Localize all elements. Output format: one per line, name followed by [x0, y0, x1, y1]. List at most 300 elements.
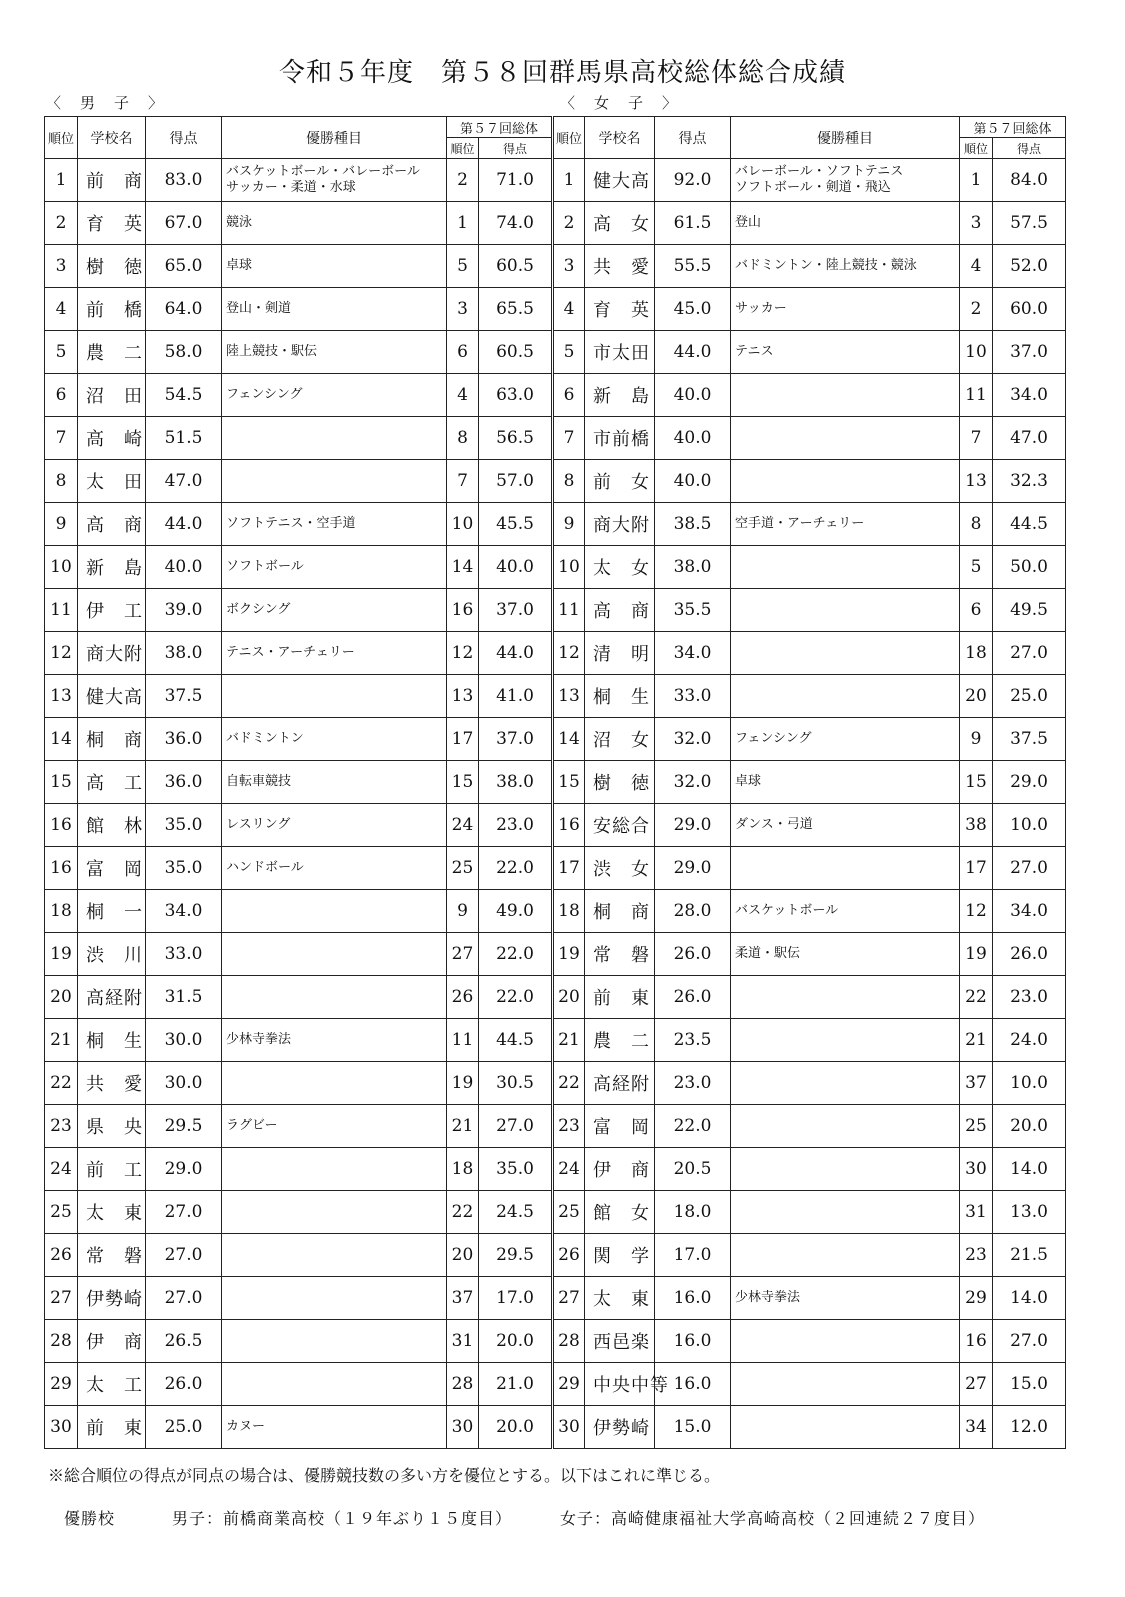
rank-cell: 18 [45, 890, 78, 933]
events-cell [731, 589, 960, 632]
events-cell: フェンシング [731, 718, 960, 761]
school-name-cell: 育 英 [585, 288, 655, 331]
rank-cell: 13 [45, 675, 78, 718]
prev-points-cell: 57.5 [993, 202, 1066, 245]
prev-rank-cell: 27 [960, 1363, 993, 1406]
page-title: 令和５年度 第５８回群馬県高校総体総合成績 [278, 58, 846, 88]
table-row [45, 331, 552, 374]
header-school: 学校名 [78, 117, 146, 159]
school-name-cell: 富 岡 [78, 847, 146, 890]
header-points: 得点 [146, 117, 222, 159]
rank-cell: 16 [45, 847, 78, 890]
rank-cell: 3 [45, 245, 78, 288]
rank-cell: 8 [553, 460, 585, 503]
table-row [553, 675, 1066, 718]
prev-points-cell: 15.0 [993, 1363, 1066, 1406]
rank-cell: 29 [45, 1363, 78, 1406]
school-name-cell: 高 商 [585, 589, 655, 632]
table-row [553, 1234, 1066, 1277]
points-cell: 40.0 [655, 374, 731, 417]
school-name-cell: 高 女 [585, 202, 655, 245]
prev-rank-cell: 27 [447, 933, 479, 976]
table-row [45, 1191, 552, 1234]
events-cell [222, 1234, 447, 1277]
prev-rank-cell: 12 [447, 632, 479, 675]
events-cell: バスケットボール・バレーボール サッカー・柔道・水球 [222, 159, 447, 202]
school-name-cell: 新 島 [78, 546, 146, 589]
table-row [553, 460, 1066, 503]
events-cell [731, 374, 960, 417]
prev-rank-cell: 5 [447, 245, 479, 288]
events-cell: ソフトボール [222, 546, 447, 589]
prev-points-cell: 26.0 [993, 933, 1066, 976]
events-cell: 少林寺拳法 [731, 1277, 960, 1320]
school-name-cell: 渋 女 [585, 847, 655, 890]
rank-cell: 15 [553, 761, 585, 804]
rank-cell: 28 [45, 1320, 78, 1363]
points-cell: 15.0 [655, 1406, 731, 1449]
rank-cell: 15 [45, 761, 78, 804]
prev-points-cell: 25.0 [993, 675, 1066, 718]
prev-rank-cell: 17 [960, 847, 993, 890]
table-row [45, 718, 552, 761]
school-name-cell: 沼 女 [585, 718, 655, 761]
points-cell: 34.0 [146, 890, 222, 933]
events-cell: 少林寺拳法 [222, 1019, 447, 1062]
rank-cell: 18 [553, 890, 585, 933]
prev-rank-cell: 29 [960, 1277, 993, 1320]
table-row [45, 245, 552, 288]
points-cell: 67.0 [146, 202, 222, 245]
prev-points-cell: 34.0 [993, 374, 1066, 417]
points-cell: 65.0 [146, 245, 222, 288]
prev-points-cell: 23.0 [479, 804, 552, 847]
prev-points-cell: 44.5 [993, 503, 1066, 546]
prev-rank-cell: 8 [447, 417, 479, 460]
table-row [553, 761, 1066, 804]
prev-points-cell: 52.0 [993, 245, 1066, 288]
prev-rank-cell: 6 [960, 589, 993, 632]
points-cell: 44.0 [146, 503, 222, 546]
table-row [553, 1277, 1066, 1320]
events-cell [222, 1320, 447, 1363]
prev-points-cell: 24.0 [993, 1019, 1066, 1062]
prev-points-cell: 60.0 [993, 288, 1066, 331]
prev-rank-cell: 21 [960, 1019, 993, 1062]
points-cell: 30.0 [146, 1062, 222, 1105]
events-cell: 陸上競技・駅伝 [222, 331, 447, 374]
table-row [553, 1148, 1066, 1191]
prev-points-cell: 10.0 [993, 1062, 1066, 1105]
prev-rank-cell: 11 [960, 374, 993, 417]
events-cell [222, 1277, 447, 1320]
prev-rank-cell: 19 [447, 1062, 479, 1105]
prev-rank-cell: 2 [447, 159, 479, 202]
school-name-cell: 桐 生 [78, 1019, 146, 1062]
prev-rank-cell: 20 [960, 675, 993, 718]
school-name-cell: 桐 商 [78, 718, 146, 761]
prev-rank-cell: 34 [960, 1406, 993, 1449]
header-prev-rank: 順位 [960, 138, 993, 159]
table-row [45, 288, 552, 331]
points-cell: 64.0 [146, 288, 222, 331]
prev-rank-cell: 16 [447, 589, 479, 632]
prev-rank-cell: 38 [960, 804, 993, 847]
prev-points-cell: 41.0 [479, 675, 552, 718]
school-name-cell: 健大高 [585, 159, 655, 202]
rank-cell: 5 [553, 331, 585, 374]
prev-rank-cell: 7 [960, 417, 993, 460]
events-cell [731, 1062, 960, 1105]
rank-cell: 22 [45, 1062, 78, 1105]
prev-points-cell: 14.0 [993, 1277, 1066, 1320]
school-name-cell: 関 学 [585, 1234, 655, 1277]
prev-rank-cell: 2 [960, 288, 993, 331]
rank-cell: 22 [553, 1062, 585, 1105]
points-cell: 26.0 [655, 933, 731, 976]
events-cell: ハンドボール [222, 847, 447, 890]
prev-points-cell: 27.0 [993, 847, 1066, 890]
boys-results-table [44, 116, 552, 1449]
prev-points-cell: 20.0 [479, 1406, 552, 1449]
prev-points-cell: 24.5 [479, 1191, 552, 1234]
rank-cell: 27 [45, 1277, 78, 1320]
events-cell [731, 460, 960, 503]
rank-cell: 30 [45, 1406, 78, 1449]
school-name-cell: 西邑楽 [585, 1320, 655, 1363]
points-cell: 83.0 [146, 159, 222, 202]
prev-points-cell: 40.0 [479, 546, 552, 589]
prev-rank-cell: 1 [447, 202, 479, 245]
girls-section-label: 〈 女 子 〉 [560, 94, 680, 112]
rank-cell: 14 [45, 718, 78, 761]
prev-rank-cell: 4 [447, 374, 479, 417]
school-name-cell: 高 崎 [78, 417, 146, 460]
school-name-cell: 桐 商 [585, 890, 655, 933]
events-cell: 柔道・駅伝 [731, 933, 960, 976]
events-cell: 卓球 [222, 245, 447, 288]
prev-rank-cell: 12 [960, 890, 993, 933]
prev-rank-cell: 18 [447, 1148, 479, 1191]
school-name-cell: 高 工 [78, 761, 146, 804]
table-row [45, 159, 552, 202]
events-cell [222, 933, 447, 976]
points-cell: 38.0 [655, 546, 731, 589]
school-name-cell: 安総合 [585, 804, 655, 847]
prev-points-cell: 20.0 [993, 1105, 1066, 1148]
rank-cell: 1 [553, 159, 585, 202]
table-row [45, 1148, 552, 1191]
school-name-cell: 富 岡 [585, 1105, 655, 1148]
points-cell: 29.0 [655, 804, 731, 847]
points-cell: 23.5 [655, 1019, 731, 1062]
table-row [45, 374, 552, 417]
events-cell [731, 1320, 960, 1363]
table-row [45, 202, 552, 245]
prev-points-cell: 49.5 [993, 589, 1066, 632]
events-cell: 登山 [731, 202, 960, 245]
boys-section-label: 〈 男 子 〉 [46, 94, 166, 112]
girls-results-table [551, 116, 1066, 1449]
rank-cell: 3 [553, 245, 585, 288]
school-name-cell: 桐 生 [585, 675, 655, 718]
prev-rank-cell: 22 [447, 1191, 479, 1234]
events-cell: テニス・アーチェリー [222, 632, 447, 675]
school-name-cell: 太 東 [585, 1277, 655, 1320]
school-name-cell: 渋 川 [78, 933, 146, 976]
points-cell: 34.0 [655, 632, 731, 675]
rank-cell: 6 [553, 374, 585, 417]
points-cell: 31.5 [146, 976, 222, 1019]
prev-points-cell: 27.0 [993, 1320, 1066, 1363]
points-cell: 36.0 [146, 718, 222, 761]
table-row [45, 1105, 552, 1148]
prev-rank-cell: 22 [960, 976, 993, 1019]
prev-points-cell: 38.0 [479, 761, 552, 804]
prev-points-cell: 17.0 [479, 1277, 552, 1320]
points-cell: 35.5 [655, 589, 731, 632]
points-cell: 44.0 [655, 331, 731, 374]
events-cell [222, 1191, 447, 1234]
rank-cell: 13 [553, 675, 585, 718]
points-cell: 16.0 [655, 1320, 731, 1363]
school-name-cell: 太 女 [585, 546, 655, 589]
rank-cell: 21 [45, 1019, 78, 1062]
prev-points-cell: 37.5 [993, 718, 1066, 761]
school-name-cell: 商大附 [585, 503, 655, 546]
events-cell [731, 976, 960, 1019]
prev-rank-cell: 13 [447, 675, 479, 718]
school-name-cell: 沼 田 [78, 374, 146, 417]
prev-rank-cell: 21 [447, 1105, 479, 1148]
points-cell: 35.0 [146, 804, 222, 847]
rank-cell: 12 [45, 632, 78, 675]
events-cell: ソフトテニス・空手道 [222, 503, 447, 546]
school-name-cell: 前 橋 [78, 288, 146, 331]
table-row [553, 1191, 1066, 1234]
events-cell [731, 1019, 960, 1062]
school-name-cell: 館 林 [78, 804, 146, 847]
prev-points-cell: 27.0 [993, 632, 1066, 675]
prev-points-cell: 20.0 [479, 1320, 552, 1363]
rank-cell: 25 [553, 1191, 585, 1234]
rank-cell: 20 [45, 976, 78, 1019]
prev-points-cell: 44.0 [479, 632, 552, 675]
table-row [45, 1062, 552, 1105]
points-cell: 22.0 [655, 1105, 731, 1148]
winners-label: 優勝校 [64, 1509, 116, 1528]
points-cell: 45.0 [655, 288, 731, 331]
prev-rank-cell: 3 [447, 288, 479, 331]
points-cell: 16.0 [655, 1277, 731, 1320]
events-cell: バドミントン・陸上競技・競泳 [731, 245, 960, 288]
prev-rank-cell: 28 [447, 1363, 479, 1406]
prev-points-cell: 29.5 [479, 1234, 552, 1277]
events-cell: レスリング [222, 804, 447, 847]
table-row [45, 1019, 552, 1062]
rank-cell: 23 [553, 1105, 585, 1148]
prev-rank-cell: 25 [960, 1105, 993, 1148]
rank-cell: 12 [553, 632, 585, 675]
prev-points-cell: 22.0 [479, 976, 552, 1019]
events-cell: 自転車競技 [222, 761, 447, 804]
prev-points-cell: 21.0 [479, 1363, 552, 1406]
prev-points-cell: 23.0 [993, 976, 1066, 1019]
events-cell: テニス [731, 331, 960, 374]
school-name-cell: 太 田 [78, 460, 146, 503]
header-prev-points: 得点 [479, 138, 552, 159]
rank-cell: 19 [553, 933, 585, 976]
school-name-cell: 健大高 [78, 675, 146, 718]
prev-points-cell: 29.0 [993, 761, 1066, 804]
points-cell: 40.0 [655, 417, 731, 460]
prev-points-cell: 30.5 [479, 1062, 552, 1105]
school-name-cell: 前 商 [78, 159, 146, 202]
events-cell [731, 632, 960, 675]
events-cell [731, 1363, 960, 1406]
prev-points-cell: 13.0 [993, 1191, 1066, 1234]
table-row [553, 374, 1066, 417]
points-cell: 38.5 [655, 503, 731, 546]
prev-rank-cell: 7 [447, 460, 479, 503]
prev-rank-cell: 19 [960, 933, 993, 976]
events-cell [731, 1234, 960, 1277]
table-row [45, 1234, 552, 1277]
header-events: 優勝種目 [222, 117, 447, 159]
winner-girls: 女子：高崎健康福祉大学高崎高校（２回連続２７度目） [560, 1509, 986, 1528]
school-name-cell: 清 明 [585, 632, 655, 675]
winner-boys: 男子：前橋商業高校（１９年ぶり１５度目） [172, 1509, 513, 1528]
table-row [45, 503, 552, 546]
table-row [553, 933, 1066, 976]
school-name-cell: 共 愛 [78, 1062, 146, 1105]
school-name-cell: 伊勢崎 [78, 1277, 146, 1320]
points-cell: 32.0 [655, 761, 731, 804]
school-name-cell: 常 磐 [78, 1234, 146, 1277]
points-cell: 54.5 [146, 374, 222, 417]
table-row [45, 1406, 552, 1449]
prev-rank-cell: 24 [447, 804, 479, 847]
rank-cell: 23 [45, 1105, 78, 1148]
table-row [45, 933, 552, 976]
rank-cell: 26 [45, 1234, 78, 1277]
table-row [553, 331, 1066, 374]
school-name-cell: 太 東 [78, 1191, 146, 1234]
table-row [553, 202, 1066, 245]
events-cell [731, 1191, 960, 1234]
table-row [553, 288, 1066, 331]
events-cell: 空手道・アーチェリー [731, 503, 960, 546]
header-prev-points: 得点 [993, 138, 1066, 159]
events-cell [222, 890, 447, 933]
rank-cell: 4 [45, 288, 78, 331]
events-cell [222, 1062, 447, 1105]
prev-points-cell: 57.0 [479, 460, 552, 503]
prev-rank-cell: 15 [960, 761, 993, 804]
table-row [45, 632, 552, 675]
school-name-cell: 前 東 [78, 1406, 146, 1449]
prev-rank-cell: 30 [447, 1406, 479, 1449]
table-row [45, 675, 552, 718]
rank-cell: 10 [553, 546, 585, 589]
rank-cell: 24 [45, 1148, 78, 1191]
school-name-cell: 太 工 [78, 1363, 146, 1406]
points-cell: 32.0 [655, 718, 731, 761]
prev-points-cell: 10.0 [993, 804, 1066, 847]
rank-cell: 16 [553, 804, 585, 847]
rank-cell: 30 [553, 1406, 585, 1449]
header-school: 学校名 [585, 117, 655, 159]
table-row [45, 460, 552, 503]
points-cell: 26.5 [146, 1320, 222, 1363]
points-cell: 29.0 [146, 1148, 222, 1191]
rank-cell: 4 [553, 288, 585, 331]
prev-rank-cell: 9 [447, 890, 479, 933]
events-cell [731, 417, 960, 460]
table-row [45, 589, 552, 632]
events-cell: 登山・剣道 [222, 288, 447, 331]
school-name-cell: 商大附 [78, 632, 146, 675]
points-cell: 35.0 [146, 847, 222, 890]
rank-cell: 2 [45, 202, 78, 245]
rank-cell: 7 [45, 417, 78, 460]
table-row [553, 546, 1066, 589]
prev-points-cell: 63.0 [479, 374, 552, 417]
school-name-cell: 農 二 [78, 331, 146, 374]
prev-points-cell: 32.3 [993, 460, 1066, 503]
prev-points-cell: 60.5 [479, 331, 552, 374]
school-name-cell: 常 磐 [585, 933, 655, 976]
rank-cell: 28 [553, 1320, 585, 1363]
prev-points-cell: 27.0 [479, 1105, 552, 1148]
points-cell: 33.0 [655, 675, 731, 718]
events-cell [222, 675, 447, 718]
rank-cell: 26 [553, 1234, 585, 1277]
table-row [553, 417, 1066, 460]
events-cell [222, 417, 447, 460]
table-row [45, 1320, 552, 1363]
prev-rank-cell: 5 [960, 546, 993, 589]
events-cell: ボクシング [222, 589, 447, 632]
table-row [553, 847, 1066, 890]
rank-cell: 9 [45, 503, 78, 546]
prev-points-cell: 35.0 [479, 1148, 552, 1191]
school-name-cell: 高経附 [78, 976, 146, 1019]
table-row [553, 1019, 1066, 1062]
points-cell: 27.0 [146, 1191, 222, 1234]
table-row [553, 976, 1066, 1019]
prev-points-cell: 21.5 [993, 1234, 1066, 1277]
prev-rank-cell: 8 [960, 503, 993, 546]
school-name-cell: 伊 工 [78, 589, 146, 632]
prev-points-cell: 37.0 [479, 589, 552, 632]
events-cell: ラグビー [222, 1105, 447, 1148]
prev-points-cell: 71.0 [479, 159, 552, 202]
school-name-cell: 市太田 [585, 331, 655, 374]
prev-rank-cell: 15 [447, 761, 479, 804]
prev-rank-cell: 16 [960, 1320, 993, 1363]
events-cell [222, 460, 447, 503]
prev-points-cell: 60.5 [479, 245, 552, 288]
rank-cell: 27 [553, 1277, 585, 1320]
prev-rank-cell: 31 [447, 1320, 479, 1363]
points-cell: 47.0 [146, 460, 222, 503]
table-row [45, 417, 552, 460]
prev-points-cell: 50.0 [993, 546, 1066, 589]
prev-rank-cell: 37 [447, 1277, 479, 1320]
prev-rank-cell: 10 [960, 331, 993, 374]
school-name-cell: 高 商 [78, 503, 146, 546]
